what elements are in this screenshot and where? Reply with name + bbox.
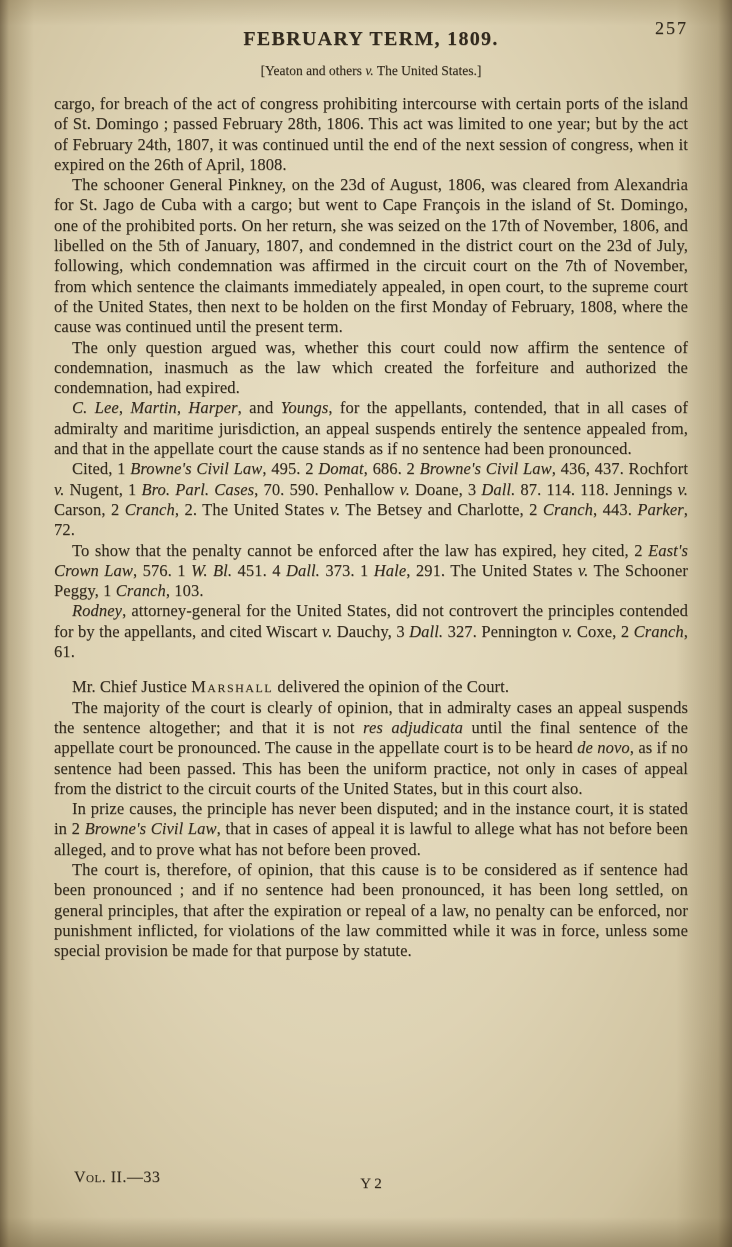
text-run: The Schooner Peggy, 1 (54, 560, 688, 601)
text-run: , 2. The United States (174, 499, 330, 519)
italic-text: Parker (637, 499, 684, 519)
italic-text: W. Bl. (191, 560, 233, 580)
text-run: The United States.] (373, 63, 482, 78)
text-run: Coxe, 2 (572, 621, 634, 641)
text-run: Carson, 2 (54, 499, 125, 519)
text-run: delivered the opinion of the Court. (273, 677, 510, 697)
italic-text: Dall. (409, 621, 444, 641)
text-run: 373. 1 (319, 560, 374, 580)
body-paragraphs (54, 94, 688, 961)
italic-text: Rodney (72, 601, 123, 621)
italic-text: v. (329, 499, 341, 519)
italic-text: Cranch (542, 499, 594, 519)
paragraph (54, 398, 688, 459)
text-run: Cited, 1 (72, 459, 131, 479)
italic-text: Cranch (115, 581, 166, 601)
text-run: 87. 114. 118. Jennings (515, 479, 678, 499)
text-run: Dauchy, 3 (332, 621, 410, 641)
italic-text: res adjudicata (363, 717, 463, 737)
text-run: Doane, 3 (409, 479, 482, 499)
text-run: , 686. 2 (363, 459, 420, 479)
italic-text: Martin (130, 398, 177, 418)
text-run: , attorney-general for the United States, did not controvert the principles contended for by the appellants, and cited Wiscart (54, 601, 688, 641)
paragraph (54, 338, 688, 399)
italic-text: Browne's Civil Law (130, 459, 263, 479)
italic-text: v. (577, 560, 589, 580)
paragraph (54, 459, 688, 540)
text-run: The court is, therefore, of opinion, that this cause is to be considered as if sentence had been pronounced ; and if no sentence had been pronounced, it has been long settled, on general principles, that after the expiration or repeal of a law, no penalty can be enforced, nor punishment inflicted, for violations of the law committed while it was in force, unless some special provision be made for that purpose by statute. (54, 859, 688, 961)
text-run: To show that the penalty cannot be enforced after the law has expired, hey cited, 2 (72, 540, 649, 560)
italic-text: Harper (188, 398, 238, 418)
case-caption (54, 63, 688, 79)
text-run: , 495. 2 (262, 459, 319, 479)
italic-text: v. (54, 479, 65, 499)
italic-text: Browne's Civil Law (419, 459, 552, 479)
text-run: , (176, 398, 189, 418)
page-footer (54, 1169, 688, 1193)
italic-text: v. (321, 621, 333, 641)
italic-text: v. (399, 479, 410, 499)
text-run: 451. 4 (232, 560, 286, 580)
italic-text: Bro. Parl. Cases (141, 479, 255, 499)
text-run: The schooner General Pinkney, on the 23d of August, 1806, was cleared from Alexandria for St. Jago de Cuba with a cargo; but went to Cape François in the island of St. Domingo, one of the prohibited ports. On her return, she was seized on the 17th of November, 1806, and libelled on the 5th of January, 1807, and condemned in the district court on the 23d of July, following, which condemnation was affirmed in the circuit court on the 7th of November, from which sentence the claimants immediately appealed, in open court, to the supreme court of the United States, then next to be holden on the first Monday of February, 1808, where the cause was continued until the present term. (54, 175, 688, 337)
text-run: , 436, 437. Rochfort (551, 459, 689, 479)
volume-label: Vol. II.—33 (74, 1169, 161, 1186)
text-run: 327. Pennington (443, 621, 562, 641)
text-run: cargo, for breach of the act of congress prohibiting intercourse with certain ports of the island of St. Domingo ; passed February 28th, 1806. This act was limited to one year; but by the act of February 24th, 1807, it was continued until the end of the next session of congress, when it expired on the 26th of April, 1808. (54, 94, 688, 174)
text-run: , 576. 1 (132, 560, 192, 580)
paragraph (54, 799, 688, 860)
text-run: , 291. The United States (406, 560, 578, 580)
italic-text: Hale (373, 560, 407, 580)
italic-text: Dall. (285, 560, 320, 580)
text-run: until the final sentence of the appellate court be pronounced. The cause in the appellate court is to be heard (54, 717, 689, 758)
italic-text: Cranch (633, 621, 684, 641)
running-title: FEBRUARY TERM, 1809. (243, 28, 499, 50)
italic-text: Youngs (280, 398, 329, 418)
text-run: The only question argued was, whether this court could now affirm the sentence of condemnation, inasmuch as the law which created the forfeiture and authorized the condemnation, had expired. (54, 337, 688, 398)
italic-text: C. Lee (72, 398, 119, 418)
text-run: In prize causes, the principle has never been disputed; and in the instance court, it is stated in 2 (54, 799, 688, 839)
text-run: Mr. Chief Justice (72, 677, 192, 697)
text-run: , 103. (165, 581, 204, 601)
paragraph (54, 698, 688, 799)
italic-text: Domat (318, 459, 364, 479)
italic-text: v. (365, 63, 374, 78)
text-run: , 72. (54, 499, 688, 540)
paragraph (54, 677, 688, 697)
text-run: The majority of the court is clearly of opinion, that in admiralty cases an appeal suspends the sentence altogether; and that it is not (54, 697, 688, 737)
paragraph (54, 860, 688, 961)
text-run: , and (237, 398, 281, 418)
paragraph (54, 175, 688, 337)
italic-text: Dall. (481, 479, 516, 499)
text-run: , for the appellants, contended, that in all cases of admiralty and maritime jurisdiction, an appeal suspends entirely the sentence appealed from, and that in the appellate court the cause stands as if no sentence had been pronounced. (54, 398, 688, 459)
italic-text: Browne's Civil Law (84, 819, 217, 839)
signature-mark: Y 2 (360, 1176, 382, 1192)
paragraph (54, 541, 688, 602)
text-run: , (118, 398, 131, 418)
text-run: , 61. (54, 621, 689, 662)
smallcaps-text: Marshall (191, 677, 274, 697)
text-run: The Betsey and Charlotte, 2 (340, 499, 543, 519)
text-run: , that in cases of appeal it is lawful to allege what has not before been alleged, and to prove what has not before been proved. (54, 819, 688, 859)
italic-text: East's Crown Law (54, 540, 688, 580)
text-run: Nugent, 1 (64, 479, 142, 499)
text-run: [Yeaton and others (260, 63, 366, 78)
paragraph (54, 94, 688, 175)
paragraph (54, 601, 688, 662)
italic-text: v. (562, 621, 573, 641)
text-run: , 443. (593, 499, 638, 519)
text-run: , as if no sentence had been passed. This has been the uniform practice, not only in cases of appeal from the district to the circuit courts of the United States, but in this court also. (54, 738, 688, 798)
text-run: , 70. 590. Penhallow (254, 479, 400, 499)
italic-text: v. (677, 479, 688, 499)
italic-text: de novo (577, 738, 630, 758)
page-number: 257 (655, 18, 688, 38)
italic-text: Cranch (124, 499, 175, 519)
